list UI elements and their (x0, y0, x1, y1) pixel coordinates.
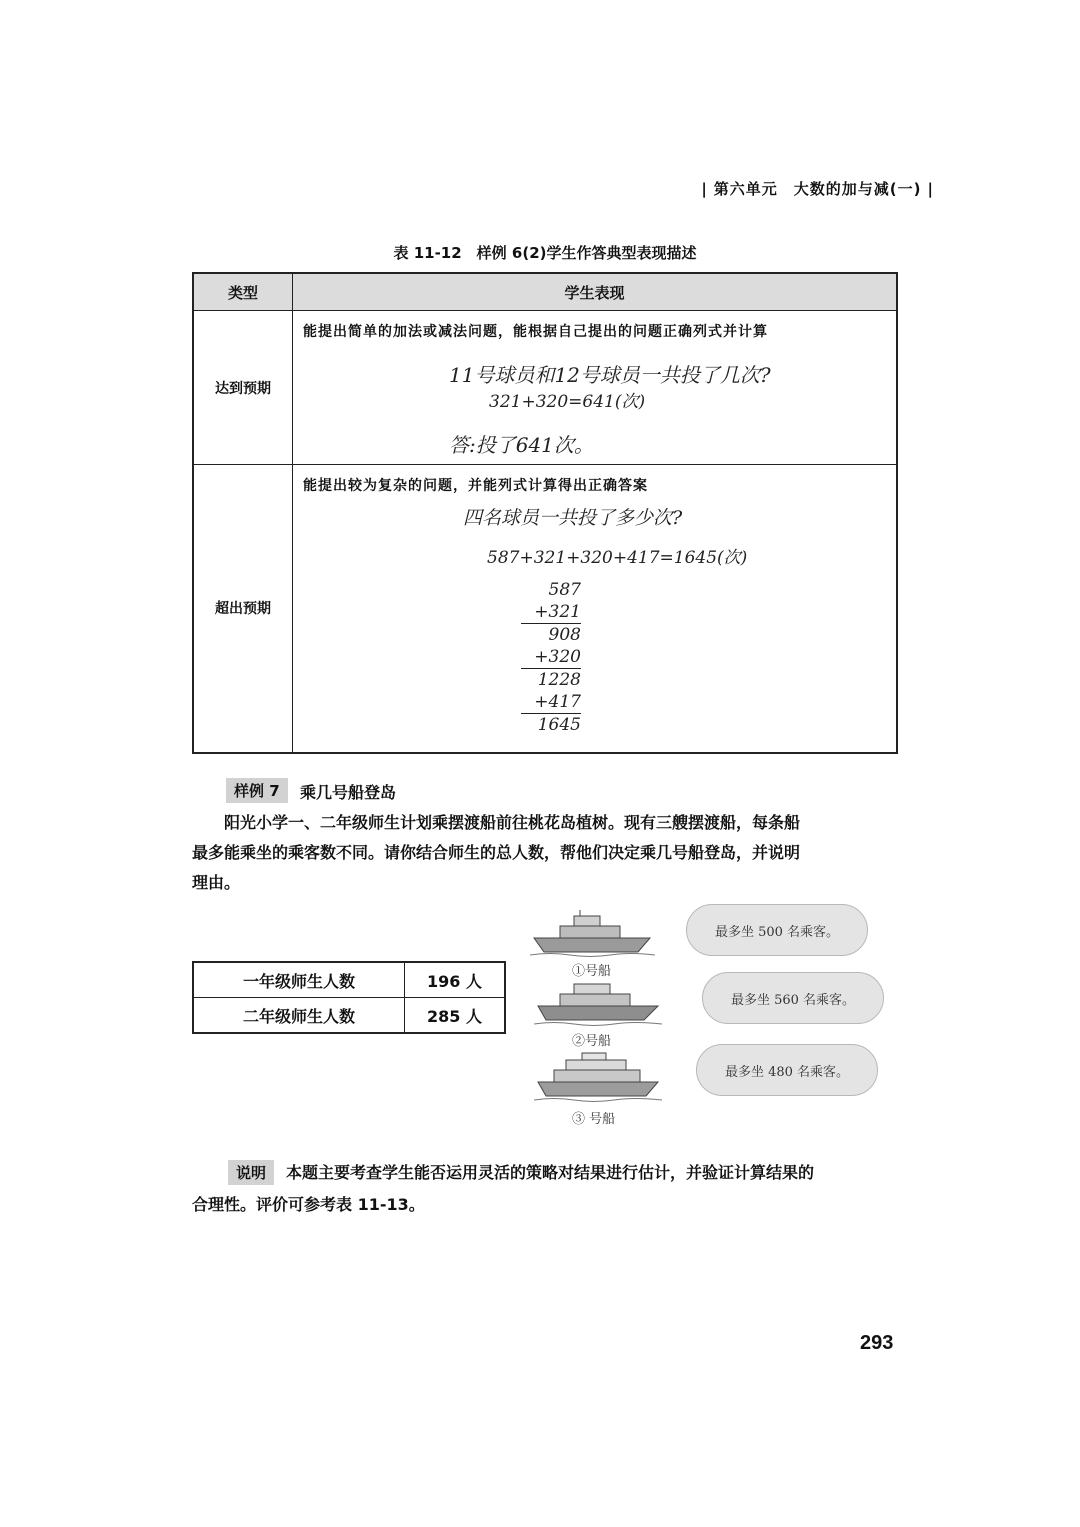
handwritten-equation: 321+320=641(次) (489, 392, 646, 412)
calc-line: 1645 (537, 715, 581, 735)
header-bar-left: | (701, 180, 708, 198)
student-count-table (192, 961, 506, 1034)
note-line: 本题主要考查学生能否运用灵活的策略对结果进行估计，并验证计算结果的 (286, 1163, 815, 1182)
calc-line: 587 (548, 580, 581, 600)
sample-title: 乘几号船登岛 (300, 783, 397, 802)
running-header (600, 178, 940, 199)
problem-line: 最多能乘坐的乘客数不同。请你结合师生的总人数，帮他们决定乘几号船登岛，并说明 (192, 843, 801, 862)
calc-line: +321 (521, 601, 581, 624)
ship-1-bubble: 最多坐 500 名乘客。 (686, 904, 868, 956)
ship-2-icon (534, 978, 664, 1030)
table-header-row (193, 273, 897, 311)
count-value: 285 人 (405, 998, 506, 1034)
table-row (193, 465, 897, 753)
count-label: 一年级师生人数 (193, 962, 405, 998)
ship-2-bubble: 最多坐 560 名乘客。 (702, 972, 884, 1024)
calc-line: 908 (548, 625, 581, 645)
ship-3-icon (534, 1050, 664, 1106)
ship-3-caption: ③ 号船 (572, 1112, 616, 1127)
ships-illustration (520, 900, 900, 1130)
calc-line: +417 (521, 691, 581, 714)
table-row (193, 311, 897, 465)
problem-line: 理由。 (192, 873, 241, 892)
table-row (193, 998, 505, 1034)
count-label: 二年级师生人数 (193, 998, 405, 1034)
ship-1-icon (530, 908, 660, 960)
row-type-meets: 达到预期 (193, 311, 293, 465)
row-description: 能提出简单的加法或减法问题，能根据自己提出的问题正确列式并计算 (303, 324, 768, 340)
handwritten-question: 11号球员和12号球员一共投了几次? (449, 363, 771, 387)
ship-2-caption: ②号船 (572, 1034, 612, 1049)
row-type-exceeds: 超出预期 (193, 465, 293, 753)
ship-1-caption: ①号船 (572, 964, 612, 979)
handwritten-answer: 答:投了641次。 (449, 433, 594, 457)
table-caption: 表 11-12 样例 6(2)学生作答典型表现描述 (393, 244, 697, 262)
handwritten-equation: 587+321+320+417=1645(次) (487, 548, 748, 568)
table-row (193, 962, 505, 998)
note-line: 合理性。评价可参考表 11-13。 (192, 1195, 425, 1214)
row-content-meets (293, 311, 898, 465)
calc-line: +320 (521, 646, 581, 669)
page-number: 293 (860, 1332, 894, 1354)
ship-3-bubble: 最多坐 480 名乘客。 (696, 1044, 878, 1096)
note-label: 说明 (228, 1160, 274, 1185)
header-type: 类型 (193, 273, 293, 311)
sample-label: 样例 7 (226, 778, 288, 803)
header-bar-right: | (927, 180, 934, 198)
problem-line: 阳光小学一、二年级师生计划乘摆渡船前往桃花岛植树。现有三艘摆渡船，每条船 (224, 813, 801, 832)
performance-table (192, 272, 898, 754)
chapter-title: 第六单元 大数的加与减(一) (713, 180, 922, 198)
vertical-calculation (521, 579, 581, 736)
header-performance: 学生表现 (293, 273, 898, 311)
calc-line: 1228 (537, 670, 581, 690)
row-content-exceeds (293, 465, 898, 753)
handwritten-question: 四名球员一共投了多少次? (463, 507, 683, 529)
row-description: 能提出较为复杂的问题，并能列式计算得出正确答案 (303, 478, 648, 494)
count-value: 196 人 (405, 962, 506, 998)
